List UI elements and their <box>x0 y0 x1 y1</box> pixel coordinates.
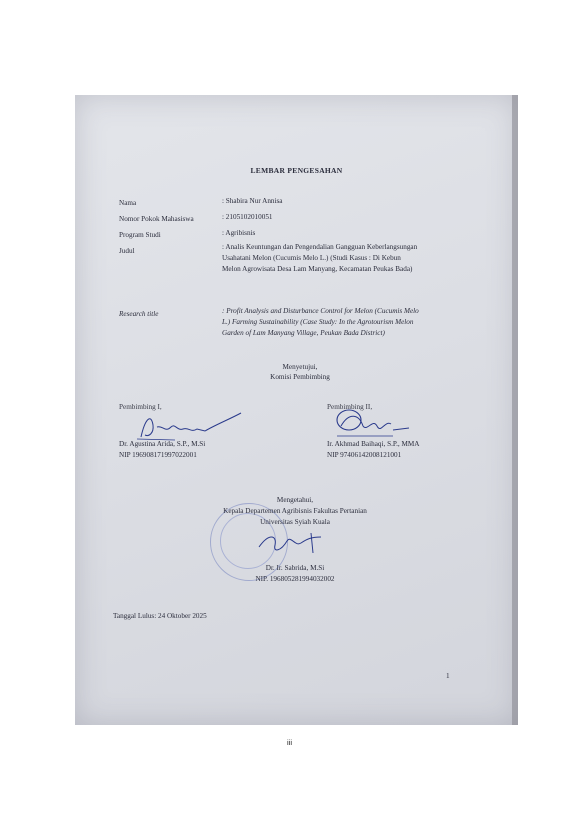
advisor1-signature <box>135 407 245 443</box>
field-label-nama: Nama <box>119 199 137 207</box>
approval-heading: Menyetujui, <box>282 363 318 371</box>
research-line-2: L.) Farming Sustainability (Case Study: In the Agrotourism Melon <box>222 318 414 326</box>
graduation-date: Tanggal Lulus: 24 Oktober 2025 <box>113 612 207 620</box>
field-label-npm: Nomor Pokok Mahasiswa <box>119 215 194 223</box>
advisor1-nip: NIP 196908171997022001 <box>119 451 197 459</box>
scanned-document <box>75 95 518 725</box>
advisor1-name: Dr. Agustina Arida, S.P., M.Si <box>119 440 206 448</box>
advisor2-nip: NIP 97406142008121001 <box>327 451 402 459</box>
field-value-prodi: : Agribisnis <box>222 229 256 237</box>
judul-line-3: Melon Agrowisata Desa Lam Manyang, Kecamatan Peukas Bada) <box>222 265 413 273</box>
field-value-nama: : Shabira Nur Annisa <box>222 197 283 205</box>
field-label-research-title: Research title <box>119 310 159 318</box>
advisor2-name: Ir. Akhmad Baihaqi, S.P., MMA <box>327 440 420 448</box>
department-head-name: Dr. Ir. Sabrida, M.Si <box>265 564 325 572</box>
judul-line-2: Usahatani Melon (Cucumis Melo L.) (Studi Kasus : Di Kebun <box>222 254 401 262</box>
acknowledge-position: Kepala Departemen Agribisnis Fakultas Pertanian <box>223 507 367 515</box>
document-title: LEMBAR PENGESAHAN <box>250 166 343 175</box>
acknowledge-heading: Mengetahui, <box>276 496 314 504</box>
research-line-3: Garden of Lam Manyang Village, Peukan Bada District) <box>222 329 385 337</box>
department-head-signature <box>251 525 331 559</box>
page-number: iii <box>287 738 292 747</box>
judul-line-1: : Analis Keuntungan dan Pengendalian Gangguan Keberlangsungan <box>222 243 418 251</box>
scan-page-number: 1 <box>446 672 450 680</box>
advisor2-role: Pembimbing II, <box>327 403 373 411</box>
field-value-npm: : 2105102010051 <box>222 213 273 221</box>
advisor1-role: Pembimbing I, <box>119 403 162 411</box>
department-head-nip: NIP. 196805281994032002 <box>255 575 335 583</box>
field-label-prodi: Program Studi <box>119 231 161 239</box>
page-shadow <box>512 95 518 725</box>
approval-committee: Komisi Pembimbing <box>270 373 330 381</box>
advisor2-signature <box>333 400 413 442</box>
research-line-1: : Profit Analysis and Disturbance Control for Melon (Cucumis Melo <box>222 307 419 315</box>
acknowledge-university: Universitas Syiah Kuala <box>260 518 330 526</box>
field-label-judul: Judul <box>119 247 135 255</box>
